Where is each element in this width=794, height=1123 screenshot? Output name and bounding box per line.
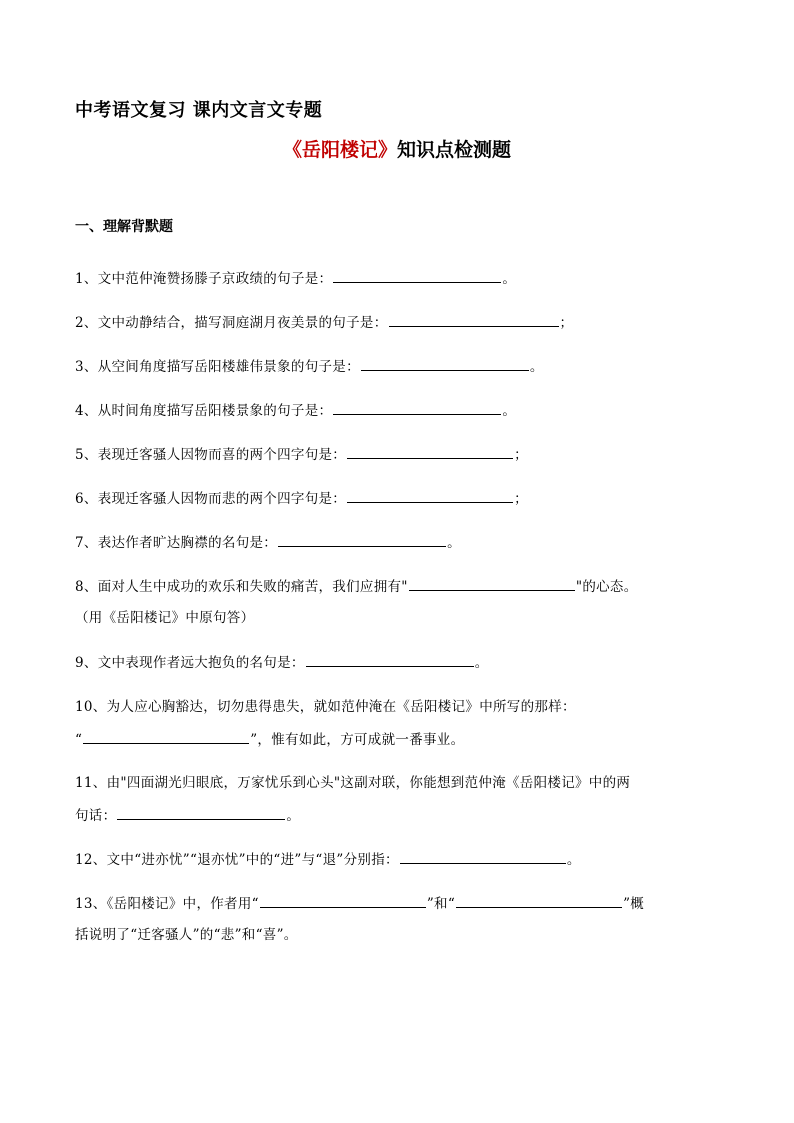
- question-end: ；: [514, 491, 528, 507]
- question-end: ；: [514, 447, 528, 463]
- question-8: [75, 576, 638, 597]
- question-text: 为人应心胸豁达，切勿患得患失，就如范仲淹在《岳阳楼记》中所写的那样：: [106, 699, 576, 715]
- question-text: 文中动静结合，描写洞庭湖月夜美景的句子是：: [97, 315, 388, 331]
- question-10: [75, 697, 576, 717]
- question-10-line2: [75, 729, 464, 750]
- question-text: 文中范仲淹赞扬滕子京政绩的句子是：: [97, 271, 333, 287]
- question-11-line2: [75, 805, 300, 826]
- question-text: 从空间角度描写岳阳楼雄伟景象的句子是：: [97, 359, 360, 375]
- question-number: 5、: [75, 447, 98, 463]
- question-end: ；: [559, 315, 574, 331]
- question-3: [75, 356, 544, 377]
- question-text: “: [75, 732, 83, 748]
- title-book-name: 《岳阳楼记》: [282, 139, 397, 161]
- question-text: 文中表现作者远大抱负的名句是：: [97, 655, 305, 671]
- question-9: [75, 652, 489, 673]
- question-text: 《岳阳楼记》中，作者用“: [106, 896, 259, 912]
- question-4: [75, 400, 516, 421]
- question-text: 表现迁客骚人因物而悲的两个四字句是：: [97, 491, 347, 507]
- question-end: ”，惟有如此，方可成就一番事业。: [250, 732, 465, 748]
- question-13: [75, 893, 644, 914]
- answer-blank[interactable]: [83, 729, 249, 744]
- question-end: 。: [502, 271, 517, 287]
- title-rest: 知识点检测题: [397, 139, 512, 161]
- answer-blank[interactable]: [260, 893, 426, 908]
- answer-blank[interactable]: [278, 532, 446, 547]
- question-8-note: （用《岳阳楼记》中原句答）: [75, 610, 255, 626]
- answer-blank[interactable]: [400, 849, 566, 864]
- page-title: [0, 135, 794, 162]
- question-text: 句话：: [75, 808, 117, 824]
- answer-blank[interactable]: [333, 268, 501, 283]
- question-number: 11、: [75, 775, 107, 791]
- question-number: 7、: [75, 535, 98, 551]
- question-text: 文中“进亦忧”“退亦忧”中的“进”与“退”分别指：: [106, 852, 399, 868]
- question-end: "的心态。: [575, 579, 638, 595]
- answer-blank[interactable]: [306, 652, 474, 667]
- question-text: 从时间角度描写岳阳楼景象的句子是：: [97, 403, 333, 419]
- question-7: [75, 532, 461, 553]
- section-heading: 一、理解背默题: [75, 219, 173, 235]
- question-text: 面对人生中成功的欢乐和失败的痛苦，我们应拥有": [97, 579, 408, 595]
- question-end: 。: [286, 808, 301, 824]
- question-text: 由"四面湖光归眼底，万家忧乐到心头"这副对联，你能想到范仲淹《岳阳楼记》中的两: [106, 775, 631, 791]
- question-end: ”概: [623, 896, 645, 912]
- question-5: [75, 444, 528, 465]
- question-end: 。: [474, 655, 489, 671]
- question-12: [75, 849, 581, 870]
- question-end: 。: [447, 535, 461, 551]
- answer-blank[interactable]: [347, 444, 513, 459]
- question-number: 10、: [75, 699, 107, 715]
- answer-blank[interactable]: [409, 576, 575, 591]
- question-text: ”和“: [426, 896, 456, 912]
- question-end: 。: [566, 852, 581, 868]
- answer-blank[interactable]: [347, 488, 513, 503]
- question-text: 表达作者旷达胸襟的名句是：: [97, 535, 278, 551]
- question-number: 13、: [75, 896, 107, 912]
- question-11: [75, 773, 630, 793]
- answer-blank[interactable]: [361, 356, 529, 371]
- answer-blank[interactable]: [389, 312, 559, 327]
- question-6: [75, 488, 528, 509]
- question-number: 8、: [75, 579, 98, 595]
- question-text: 表现迁客骚人因物而喜的两个四字句是：: [97, 447, 347, 463]
- question-end: 。: [502, 403, 517, 419]
- question-number: 9、: [75, 655, 98, 671]
- question-number: 12、: [75, 852, 107, 868]
- answer-blank[interactable]: [117, 805, 285, 820]
- question-number: 4、: [75, 403, 98, 419]
- answer-blank[interactable]: [333, 400, 501, 415]
- question-1: [75, 268, 516, 289]
- question-13-line2: 括说明了“迁客骚人”的“悲”和“喜”。: [75, 927, 298, 943]
- question-end: 。: [529, 359, 544, 375]
- question-2: [75, 312, 573, 333]
- page-header: 中考语文复习 课内文言文专题: [75, 100, 323, 121]
- question-number: 6、: [75, 491, 98, 507]
- question-number: 1、: [75, 271, 98, 287]
- question-number: 3、: [75, 359, 98, 375]
- question-number: 2、: [75, 315, 98, 331]
- answer-blank[interactable]: [456, 893, 622, 908]
